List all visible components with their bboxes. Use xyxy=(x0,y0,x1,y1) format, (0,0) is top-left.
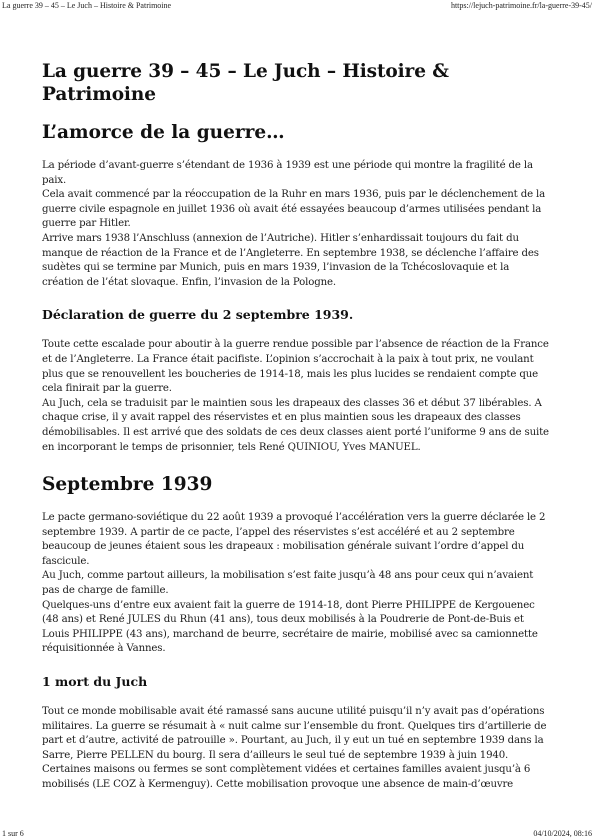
paragraph: Toute cette escalade pour aboutir à la guerre rendue possible par l’absence de réaction de la France et de l’Angleterre. La France était pacifiste. L’opinion s’accrochait à la paix à tout prix, ne voulant plus que se renouvellent les boucheries de 1914-18, mais les plus lucides se rendaient compte que cela finirait par la guerre. xyxy=(42,339,549,395)
subsection-heading: 1 mort du Juch xyxy=(42,674,148,690)
print-datetime: 04/10/2024, 08:16 xyxy=(533,829,592,838)
paragraph: Arrive mars 1938 l’Anschluss (annexion de l’Autriche). Hitler s’enhardissait toujours du fait du manque de réaction de la France et de l’Angleterre. En septembre 1938, se déclenche l’affaire des sudètes qui se termine par Munich, puis en mars 1939, l’invasion de la Tchécoslovaquie et la création de l’état slovaque. Enfin, l’invasion de la Pologne. xyxy=(42,232,539,288)
print-footer xyxy=(0,828,594,840)
page-title: La guerre 39 – 45 – Le Juch – Histoire & Patrimoine xyxy=(42,61,449,105)
page-counter: 1 sur 6 xyxy=(2,829,24,838)
paragraph: Au Juch, comme partout ailleurs, la mobilisation s’est faite jusqu’à 48 ans pour ceux qui n’avaient pas de charge de famille. xyxy=(42,570,534,597)
paragraph: Tout ce monde mobilisable avait été ramassé sans aucune utilité puisqu’il n’y avait pas d’opérations militaires. La guerre se résumait à « nuit calme sur l’ensemble du front. Quelques tirs d’artillerie de part et d’autre, activité de patrouille ». Pourtant, au Juch, il y eut un tué en septembre 1939 dans la Sarre, Pierre PELLEN du bourg. Il sera d’ailleurs le seul tué de septembre 1939 à juin 1940. xyxy=(42,706,547,761)
subsection-heading: Déclaration de guerre du 2 septembre 1939. xyxy=(42,307,354,323)
paragraph: Certaines maisons ou fermes se sont complètement vidées et certaines familles avaient jusqu’à 6 mobilisés (LE COZ à Kermenguy). Cette mobilisation provoque une absence de main-d’œuvre xyxy=(42,764,531,790)
section-heading: Septembre 1939 xyxy=(42,474,213,496)
article xyxy=(42,60,552,793)
paragraph: Au Juch, cela se traduisit par le maintien sous les drapeaux des classes 36 et début 37 libérables. A chaque crise, il y avait rappel des réservistes et en plus maintien sous les drapeaux des classes démobilisables. Il est arrivé que des soldats de ces deux classes aient porté l’uniforme 9 ans de suite en incorporant le temps de prisonnier, tels René QUINIOU, Yves MANUEL. xyxy=(42,397,549,453)
paragraph: Cela avait commencé par la réoccupation de la Ruhr en mars 1936, puis par le déclenchement de la guerre civile espagnole en juillet 1936 où avait été essayées beaucoup d’armes utilisées pendant la guerre par Hitler. xyxy=(42,189,546,230)
print-header-title: La guerre 39 – 45 – Le Juch – Histoire & Patrimoine xyxy=(2,1,172,10)
paragraph: La période d’avant-guerre s’étendant de 1936 à 1939 est une période qui montre la fragilité de la paix. xyxy=(42,160,533,186)
paragraph: Quelques-uns d’entre eux avaient fait la guerre de 1914-18, dont Pierre PHILIPPE de Kergouenec (48 ans) et René JULES du Rhun (41 ans), tous deux mobilisés à la Poudrerie de Pont-de-Buis et Louis PHILIPPE (43 ans), marchand de beurre, secrétaire de mairie, mobilisé avec sa camionnette réquisitionnée à Vannes. xyxy=(42,599,538,655)
print-header-url[interactable]: https://lejuch-patrimoine.fr/la-guerre-39-45/ xyxy=(450,1,592,10)
section-heading: L’amorce de la guerre… xyxy=(42,122,285,143)
print-header xyxy=(0,0,594,12)
paragraph: Le pacte germano-soviétique du 22 août 1939 a provoqué l’accélération vers la guerre déclarée le 2 septembre 1939. A partir de ce pacte, l’appel des réservistes s’est accéléré et au 2 septembre beaucoup de jeunes étaient sous les drapeaux : mobilisation générale suivant l’ordre d’appel du fascicule. xyxy=(42,512,546,567)
